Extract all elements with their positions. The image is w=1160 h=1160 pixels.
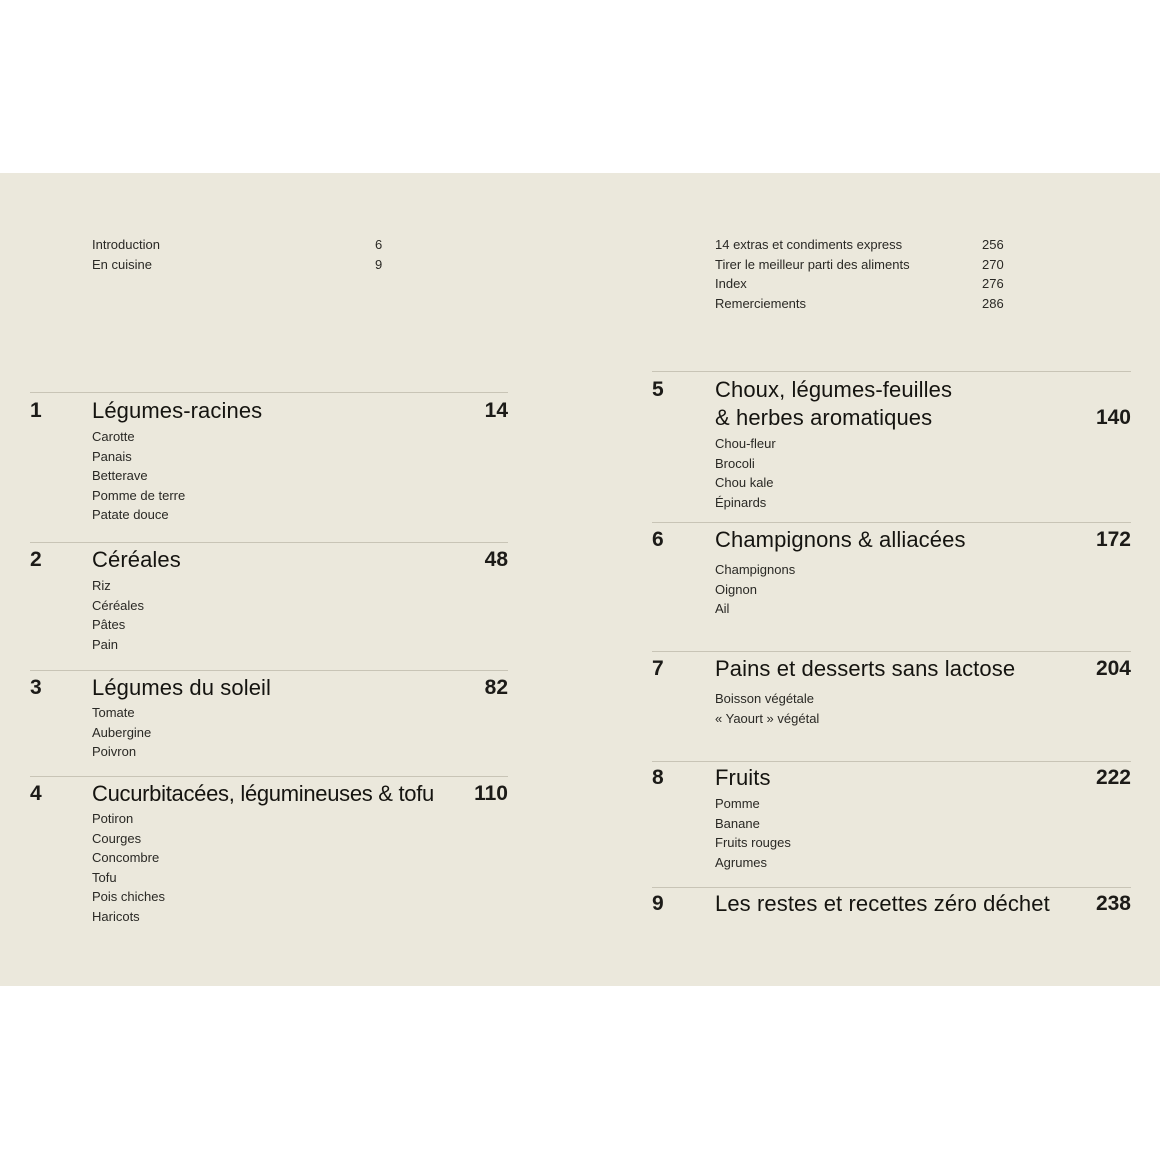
toc-entry-label: 14 extras et condiments express (715, 237, 903, 252)
chapter-items (92, 576, 144, 654)
toc-entry-extras[interactable] (715, 235, 1015, 255)
list-item: Fruits rouges (715, 835, 791, 851)
list-item: Pomme (715, 796, 760, 811)
toc-entry-label: Remerciements (715, 295, 807, 311)
list-item: Oignon (715, 581, 757, 597)
chapter-number: 7 (652, 657, 664, 680)
chapter-4[interactable] (30, 776, 508, 936)
divider (30, 542, 508, 543)
list-item: Chou-fleur (715, 436, 776, 451)
list-item: Haricots (92, 908, 140, 924)
chapter-title: Champignons & alliacées (715, 527, 966, 552)
chapter-items (715, 434, 776, 512)
toc-entry-label: Index (715, 276, 747, 292)
chapter-items (715, 689, 819, 728)
list-item: Panais (92, 448, 132, 464)
list-item: Riz (92, 578, 111, 593)
front-matter-left (92, 235, 384, 274)
list-item: « Yaourt » végétal (715, 710, 820, 726)
chapter-2[interactable] (30, 542, 508, 662)
chapter-1[interactable] (30, 392, 508, 532)
list-item: Banane (715, 815, 760, 831)
divider (30, 670, 508, 671)
list-item: Céréales (92, 597, 145, 613)
chapter-title: Légumes du soleil (92, 675, 272, 700)
chapter-7[interactable] (652, 651, 1131, 751)
chapter-title: Pains et desserts sans lactose (715, 656, 1016, 681)
chapter-items (715, 560, 795, 619)
toc-entry-en-cuisine[interactable] (92, 255, 384, 275)
list-item: Brocoli (715, 455, 755, 471)
divider (652, 651, 1131, 652)
chapter-items (715, 794, 791, 872)
list-item: Patate douce (92, 507, 169, 523)
chapter-items (92, 703, 151, 762)
list-item: Betterave (92, 468, 148, 484)
chapter-5[interactable] (652, 371, 1131, 516)
list-item: Tomate (92, 705, 135, 720)
chapter-page: 110 (474, 782, 508, 805)
divider (652, 522, 1131, 523)
chapter-page: 140 (1095, 406, 1131, 429)
chapter-items (92, 427, 185, 525)
list-item: Pois chiches (92, 889, 165, 905)
toc-entry-page: 276 (982, 276, 1004, 292)
toc-entry-remerciements[interactable] (715, 294, 1015, 314)
chapter-title: Choux, légumes-feuilles & herbes aromatiques (715, 377, 953, 430)
chapter-title: Céréales (92, 547, 181, 572)
list-item: Champignons (715, 562, 796, 577)
list-item: Poivron (92, 744, 137, 760)
list-item: Tofu (92, 869, 117, 885)
chapter-6[interactable] (652, 522, 1131, 642)
divider (652, 761, 1131, 762)
chapter-title: Les restes et recettes zéro déchet (715, 891, 1050, 916)
chapter-number: 6 (652, 528, 664, 551)
chapter-title: Légumes-racines (92, 398, 263, 423)
chapter-3[interactable] (30, 670, 508, 770)
chapter-items (92, 809, 165, 927)
chapter-title: Cucurbitacées, légumineuses & tofu (92, 781, 434, 806)
divider (30, 392, 508, 393)
chapter-page: 48 (484, 548, 508, 571)
toc-entry-label: Introduction (92, 237, 160, 252)
list-item: Ail (715, 601, 730, 617)
chapter-title: Fruits (715, 765, 771, 790)
divider (30, 776, 508, 777)
list-item: Carotte (92, 429, 135, 444)
chapter-number: 5 (652, 378, 664, 401)
toc-entry-introduction[interactable] (92, 235, 384, 255)
front-matter-right (715, 235, 1015, 313)
toc-entry-page: 270 (982, 256, 1004, 272)
chapter-number: 1 (30, 399, 42, 422)
list-item: Potiron (92, 811, 134, 826)
list-item: Aubergine (92, 724, 152, 740)
list-item: Agrumes (715, 854, 768, 870)
chapter-number: 2 (30, 548, 42, 571)
chapter-page: 204 (1095, 657, 1131, 680)
list-item: Courges (92, 830, 142, 846)
toc-entry-page: 9 (375, 256, 383, 272)
list-item: Épinards (715, 494, 767, 510)
toc-entry-page: 6 (375, 237, 383, 252)
chapter-page: 238 (1095, 892, 1131, 915)
chapter-number: 9 (652, 892, 664, 915)
toc-entry-label: Tirer le meilleur parti des aliments (715, 256, 910, 272)
toc-entry-page: 256 (982, 237, 1004, 252)
chapter-page: 222 (1095, 766, 1131, 789)
table-of-contents-spread (0, 173, 1160, 986)
list-item: Concombre (92, 850, 160, 866)
chapter-page: 82 (484, 676, 508, 699)
list-item: Boisson végétale (715, 691, 815, 706)
toc-entry-index[interactable] (715, 274, 1015, 294)
chapter-8[interactable] (652, 761, 1131, 881)
list-item: Chou kale (715, 475, 774, 491)
list-item: Pomme de terre (92, 487, 186, 503)
chapter-9[interactable] (652, 887, 1131, 927)
toc-entry-label: En cuisine (92, 256, 152, 272)
divider (652, 887, 1131, 888)
chapter-number: 3 (30, 676, 42, 699)
chapter-number: 8 (652, 766, 664, 789)
chapter-number: 4 (30, 782, 42, 805)
chapter-page: 14 (484, 399, 508, 422)
toc-entry-tirer-parti[interactable] (715, 255, 1015, 275)
divider (652, 371, 1131, 372)
toc-entry-page: 286 (982, 295, 1004, 311)
list-item: Pâtes (92, 617, 126, 633)
list-item: Pain (92, 636, 119, 652)
chapter-page: 172 (1095, 528, 1131, 551)
